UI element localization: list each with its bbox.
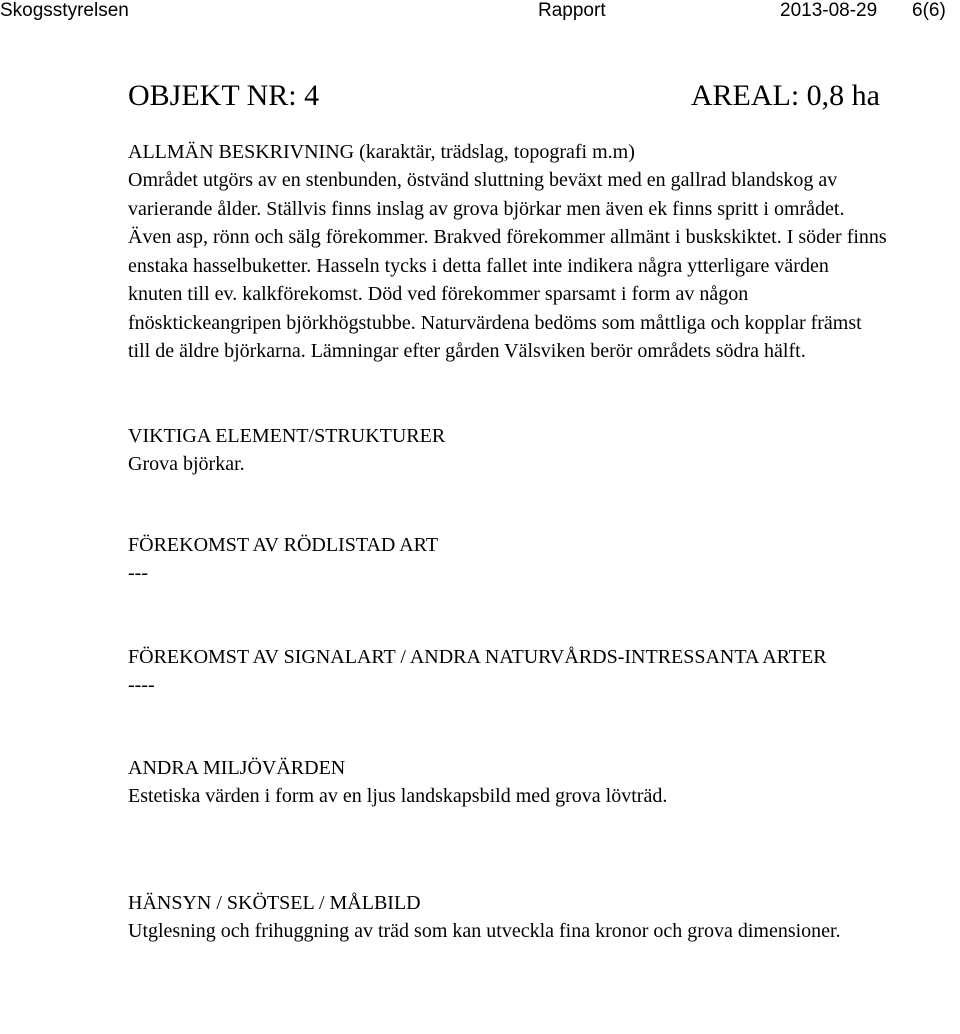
section-heading: FÖREKOMST AV SIGNALART / ANDRA NATURVÅRDS-INTRESSANTA ARTER [128,645,827,668]
section-heading: FÖREKOMST AV RÖDLISTAD ART [128,534,439,556]
section-body: Utglesning och frihuggning av träd som kan utveckla fina kronor och grova dimensioner. [128,919,841,942]
section-other-environmental-values [128,754,888,811]
header-organization: Skogsstyrelsen [0,0,129,21]
object-number: OBJEKT NR: 4 [128,79,320,112]
section-signal-species [128,643,888,700]
object-title-row [128,78,880,118]
section-important-elements [128,422,888,479]
section-body: Området utgörs av en stenbunden, östvänd sluttning beväxt med en gallrad blandskog av varierande ålder. Ställvis finns inslag av grova björkar men även ek finns spritt i området. Även asp, rönn och sälg förekommer. Brakved förekommer allmänt i buskskiktet. I söder finns enstaka hasselbuketter. Hasseln tycks i detta fallet inte indikera några ytterligare värden knuten till ev. kalkförekomst. Död ved förekommer sparsamt i form av någon fnösktickeangripen björkhögstubbe. Naturvärdena bedöms som måttliga och kopplar främst till de äldre björkarna. Lämningar efter gården Välsviken berör områdets södra hälft. [128,169,887,362]
page-header [0,0,960,24]
report-content [128,138,888,945]
section-heading: VIKTIGA ELEMENT/STRUKTURER [128,424,446,447]
section-heading: ANDRA MILJÖVÄRDEN [128,757,346,779]
section-general-description [128,138,888,366]
section-redlisted-species [128,531,888,588]
section-management [128,889,888,946]
object-area: AREAL: 0,8 ha [690,79,880,112]
header-page-number: 6(6) [912,0,946,21]
section-heading: HÄNSYN / SKÖTSEL / MÅLBILD [128,891,421,914]
section-body: Estetiska värden i form av en ljus landskapsbild med grova lövträd. [128,785,668,807]
header-document-type: Rapport [538,0,606,21]
section-body: --- [128,562,148,584]
header-date: 2013-08-29 [780,0,878,21]
section-body: Grova björkar. [128,452,245,475]
section-body: ---- [128,673,155,696]
section-heading: ALLMÄN BESKRIVNING (karaktär, trädslag, topografi m.m) [128,141,635,163]
